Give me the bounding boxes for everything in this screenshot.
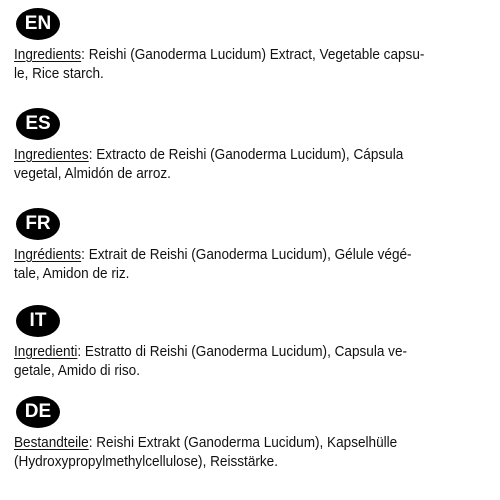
language-badge-fr: FR bbox=[16, 208, 60, 240]
ingredients-list-de-2: (Hydroxypropylmethylcellulose), Reisstärke. bbox=[14, 454, 278, 470]
ingredients-list-es-2: vegetal, Almidón de arroz. bbox=[14, 166, 171, 182]
language-badge-it: IT bbox=[16, 305, 60, 337]
text-line-1 bbox=[14, 146, 488, 165]
ingredients-label-it: Ingredienti bbox=[14, 344, 78, 360]
ingredients-label-en: Ingredients bbox=[14, 47, 82, 63]
language-badge-en: EN bbox=[16, 8, 60, 40]
section-fr bbox=[14, 208, 488, 284]
text-line-1 bbox=[14, 46, 488, 65]
ingredients-list-es-1: : Extracto de Reishi (Ganoderma Lucidum), Cápsula bbox=[88, 147, 404, 163]
section-de bbox=[14, 396, 488, 472]
ingredients-text-es bbox=[14, 146, 488, 184]
ingredients-list-fr-2: tale, Amidon de riz. bbox=[14, 266, 130, 282]
ingredients-list-it-1: : Estratto di Reishi (Ganoderma Lucidum), Capsula ve- bbox=[77, 344, 408, 360]
ingredients-list-de-1: : Reishi Extrakt (Ganoderma Lucidum), Kapselhülle bbox=[88, 435, 398, 451]
ingredients-label-es: Ingredientes bbox=[14, 147, 89, 163]
ingredients-text-it bbox=[14, 343, 488, 381]
section-en bbox=[14, 8, 488, 84]
ingredients-label-de: Bestandteile bbox=[14, 435, 89, 451]
language-badge-es: ES bbox=[16, 108, 60, 140]
ingredients-text-fr bbox=[14, 246, 488, 284]
section-es bbox=[14, 108, 488, 184]
text-line-1 bbox=[14, 246, 488, 265]
ingredients-list-fr-1: : Extrait de Reishi (Ganoderma Lucidum), Gélule végé- bbox=[81, 247, 412, 263]
ingredients-text-de bbox=[14, 434, 488, 472]
section-it bbox=[14, 305, 488, 381]
ingredients-label-fr: Ingrédients bbox=[14, 247, 82, 263]
text-line-1 bbox=[14, 343, 488, 362]
language-badge-de: DE bbox=[16, 396, 60, 428]
ingredients-text-en bbox=[14, 46, 488, 84]
ingredients-list-en-1: : Reishi (Ganoderma Lucidum) Extract, Vegetable capsu- bbox=[81, 47, 425, 63]
ingredients-list-en-2: le, Rice starch. bbox=[14, 66, 104, 82]
ingredients-list-it-2: getale, Amido di riso. bbox=[14, 363, 141, 379]
text-line-1 bbox=[14, 434, 488, 453]
